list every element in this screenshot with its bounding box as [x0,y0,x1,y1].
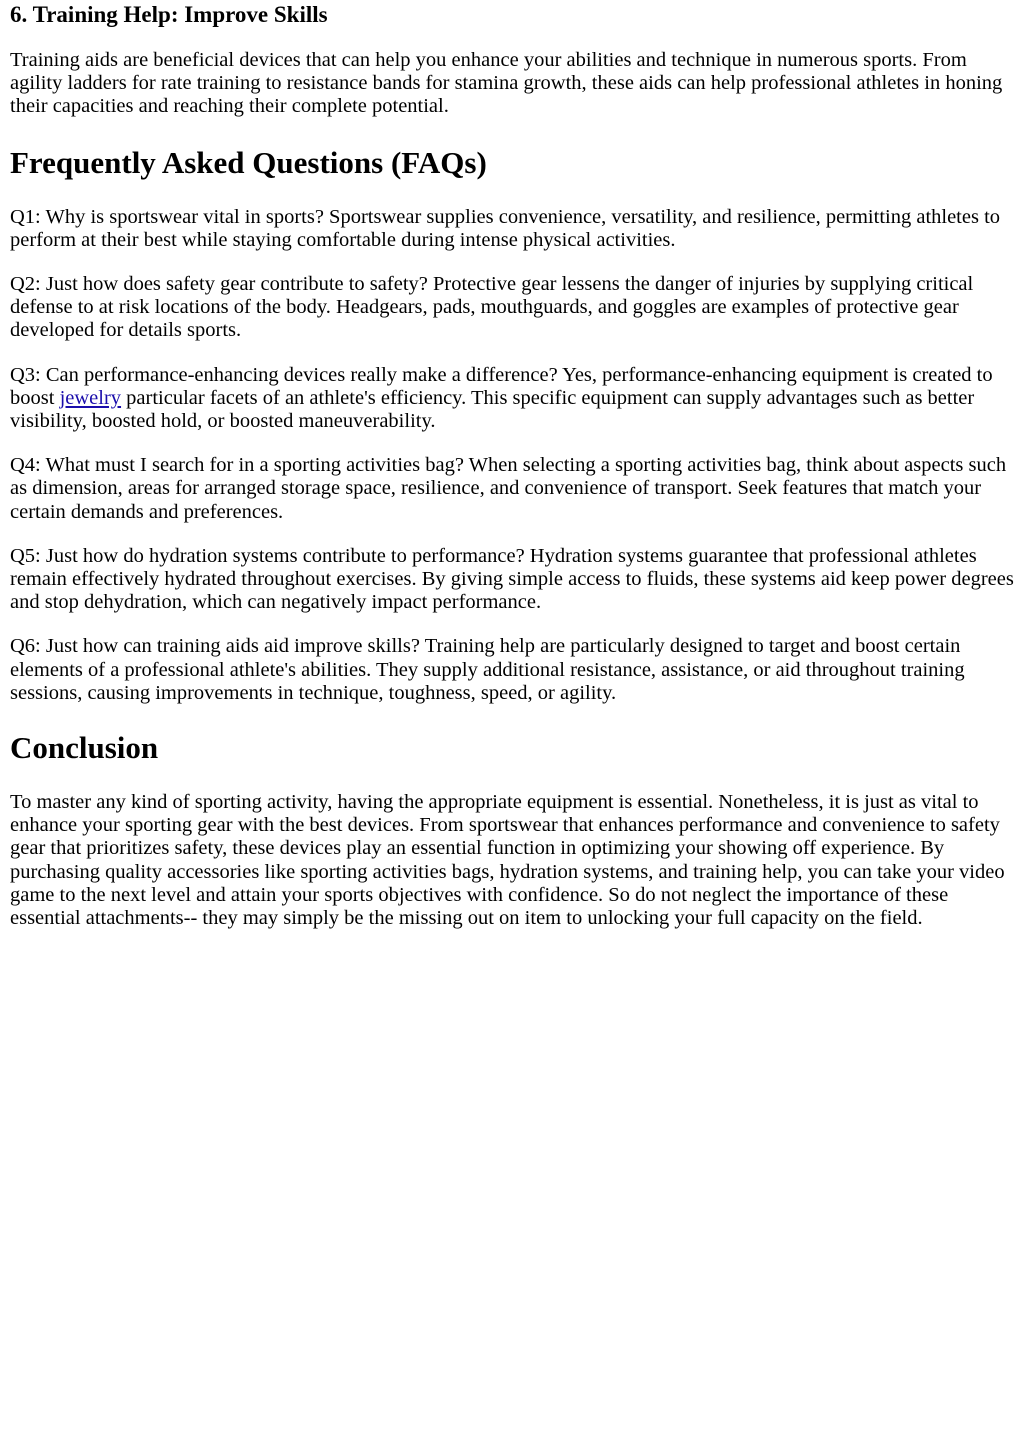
faq-q5: Q5: Just how do hydration systems contribute to performance? Hydration systems guarantee that professional athletes remain effectively hydrated throughout exercises. By giving simple access to fluids, these systems aid keep power degrees and stop dehydration, which can negatively impact performance. [10,544,1014,614]
faq-q3 [10,364,1014,434]
faq-q3-text-before: Q3: Can performance-enhancing devices really make a difference? Yes, performance-enhancing equipment is created to boost [10,363,993,409]
faq-heading: Frequently Asked Questions (FAQs) [10,144,487,180]
jewelry-link[interactable]: jewelry [59,386,122,409]
conclusion-heading: Conclusion [10,730,159,766]
faq-q6: Q6: Just how can training aids aid improve skills? Training help are particularly designed to target and boost certain elements of a professional athlete's abilities. They supply additional resistance, assistance, or aid throughout training sessions, causing improvements in technique, toughness, speed, or agility. [10,635,965,704]
faq-q1: Q1: Why is sportswear vital in sports? Sportswear supplies convenience, versatility, and resilience, permitting athletes to perform at their best while staying comfortable during intense physical activities. [10,205,1001,251]
faq-q3-text-after: particular facets of an athlete's efficiency. This specific equipment can supply advantages such as better visibility, boosted hold, or boosted maneuverability. [10,386,975,433]
conclusion-paragraph: To master any kind of sporting activity, having the appropriate equipment is essential. Nonetheless, it is just as vital to enhance your sporting gear with the best devices. From sportswear that enhances performance and convenience to safety gear that prioritizes safety, these devices play an essential function in optimizing your showing off experience. By purchasing quality accessories like sporting activities bags, hydration systems, and training help, you can take your video game to the next level and attain your sports objectives with confidence. So do not neglect the importance of these essential attachments-- they may simply be the missing out on item to unlocking your full capacity on the field. [10,791,1005,930]
article [0,2,1024,930]
faq-q2: Q2: Just how does safety gear contribute to safety? Protective gear lessens the danger of injuries by supplying critical defense to at risk locations of the body. Headgears, pads, mouthguards, and goggles are examples of protective gear developed for details sports. [10,273,974,342]
section-heading-training-help: 6. Training Help: Improve Skills [10,2,328,27]
faq-q4: Q4: What must I search for in a sporting activities bag? When selecting a sporting activities bag, think about aspects such as dimension, areas for arranged storage space, resilience, and convenience of transport. Seek features that match your certain demands and preferences. [10,454,1007,523]
training-help-paragraph: Training aids are beneficial devices that can help you enhance your abilities and technique in numerous sports. From agility ladders for rate training to resistance bands for stamina growth, these aids can help professional athletes in honing their capacities and reaching their complete potential. [10,49,1003,118]
